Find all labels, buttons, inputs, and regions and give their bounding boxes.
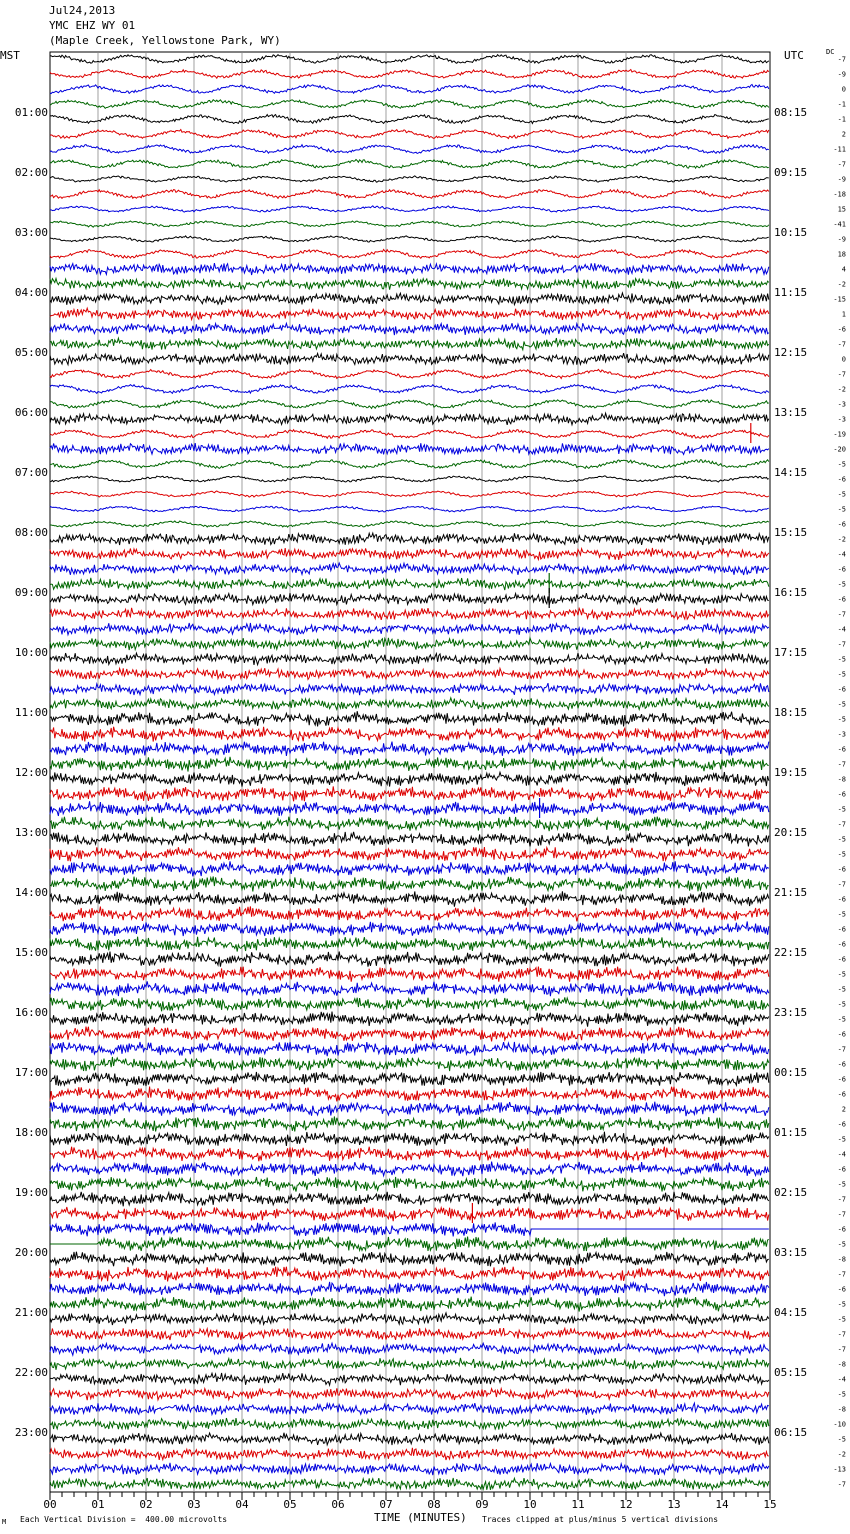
seismic-trace: [50, 623, 769, 635]
left-hour-label: 01:00: [14, 106, 48, 119]
seismic-trace: [50, 1222, 769, 1236]
station-code: YMC EHZ WY 01: [49, 19, 136, 32]
right-hour-label: 21:15: [774, 886, 808, 899]
dc-offset-label: -5: [837, 715, 846, 724]
dc-offset-label: -20: [833, 445, 846, 454]
right-hour-label: 10:15: [774, 226, 808, 239]
dc-offset-label: -5: [837, 1390, 846, 1399]
right-hour-label: 00:15: [774, 1066, 808, 1079]
dc-offset-label: -5: [837, 1300, 846, 1309]
seismic-trace: [50, 1147, 769, 1162]
scale-note: Each Vertical Division = 400.00 microvolts: [20, 1515, 228, 1524]
right-hour-label: 22:15: [774, 946, 808, 959]
dc-offset-label: -6: [837, 325, 846, 334]
seismic-trace: [50, 160, 769, 169]
left-hour-label: 14:00: [14, 886, 48, 899]
dc-offset-label: -7: [837, 820, 846, 829]
seismic-trace: [50, 1192, 769, 1207]
dc-offset-label: -5: [837, 1000, 846, 1009]
x-tick-label: 09: [475, 1498, 489, 1511]
dc-offset-label: -18: [833, 190, 846, 199]
seismic-trace: [50, 981, 769, 996]
seismic-trace: [50, 906, 769, 921]
dc-offset-label: -5: [837, 580, 846, 589]
dc-offset-label: -7: [837, 640, 846, 649]
dc-offset-label: -13: [833, 1465, 846, 1474]
seismic-trace: [50, 1027, 769, 1042]
seismic-trace: [50, 1057, 769, 1071]
dc-offset-label: -5: [837, 985, 846, 994]
seismic-trace: [50, 952, 769, 967]
x-tick-label: 14: [715, 1498, 729, 1511]
left-hour-label: 21:00: [14, 1306, 48, 1319]
dc-offset-label: -10: [833, 1420, 846, 1429]
seismic-trace: [50, 653, 769, 665]
seismic-trace: [50, 1087, 769, 1102]
seismic-trace: [50, 1358, 769, 1370]
dc-offset-label: -6: [837, 1285, 846, 1294]
right-hour-label: 09:15: [774, 166, 808, 179]
seismic-trace: [50, 263, 769, 275]
dc-offset-label: -5: [837, 700, 846, 709]
dc-offset-label: -6: [837, 940, 846, 949]
left-hour-label: 07:00: [14, 466, 48, 479]
dc-offset-label: 18: [837, 250, 846, 259]
x-tick-label: 08: [427, 1498, 441, 1511]
dc-header-label: DC: [826, 48, 835, 56]
seismic-trace: [50, 1237, 769, 1252]
seismic-trace: [50, 578, 769, 590]
right-hour-label: 17:15: [774, 646, 808, 659]
x-tick-label: 04: [235, 1498, 249, 1511]
seismic-trace: [50, 476, 769, 482]
dc-offset-label: -8: [837, 1255, 846, 1264]
seismic-trace: [50, 1313, 769, 1325]
dc-offset-label: -5: [837, 1240, 846, 1249]
dc-offset-label: -4: [837, 1375, 846, 1384]
dc-offset-label: 4: [841, 265, 846, 274]
dc-offset-label: -9: [837, 235, 846, 244]
left-hour-label: 09:00: [14, 586, 48, 599]
seismic-trace: [50, 338, 769, 350]
left-hour-label: 18:00: [14, 1126, 48, 1139]
dc-offset-label: -7: [837, 610, 846, 619]
seismic-trace: [50, 1042, 769, 1056]
dc-offset-label: -6: [837, 1225, 846, 1234]
dc-offset-label: -7: [837, 160, 846, 169]
dc-offset-label: -11: [833, 145, 846, 154]
seismic-trace: [50, 1177, 769, 1192]
dc-offset-label: 1: [841, 310, 846, 319]
plot-date: Jul24,2013: [49, 4, 116, 17]
dc-offset-label: -2: [837, 385, 846, 394]
corner-mark: M: [2, 1518, 7, 1526]
dc-offset-label: -2: [837, 1450, 846, 1459]
dc-offset-label: -6: [837, 1090, 846, 1099]
right-hour-label: 13:15: [774, 406, 808, 419]
seismic-trace: [50, 847, 769, 861]
seismic-trace: [50, 293, 769, 305]
dc-offset-label: -5: [837, 505, 846, 514]
seismic-trace: [50, 1207, 769, 1221]
seismic-trace: [50, 861, 769, 876]
left-hour-label: 10:00: [14, 646, 48, 659]
dc-offset-label: -5: [837, 460, 846, 469]
dc-offset-label: -6: [837, 1030, 846, 1039]
seismic-trace: [50, 70, 769, 79]
seismic-trace: [50, 937, 769, 952]
dc-offset-label: -6: [837, 955, 846, 964]
dc-offset-label: -5: [837, 670, 846, 679]
right-hour-label: 02:15: [774, 1186, 808, 1199]
dc-offset-label: -4: [837, 550, 846, 559]
seismic-trace: [50, 176, 769, 182]
seismic-trace: [50, 1282, 769, 1296]
dc-offset-label: -1: [837, 100, 846, 109]
seismic-trace: [50, 1403, 769, 1415]
right-hour-label: 18:15: [774, 706, 808, 719]
dc-offset-label: -3: [837, 400, 846, 409]
dc-offset-label: -19: [833, 430, 846, 439]
dc-offset-label: -7: [837, 1330, 846, 1339]
dc-offset-label: -7: [837, 55, 846, 64]
left-hour-label: 17:00: [14, 1066, 48, 1079]
right-hour-label: 08:15: [774, 106, 808, 119]
dc-offset-label: 15: [837, 205, 846, 214]
x-tick-label: 01: [91, 1498, 105, 1511]
dc-offset-label: -5: [837, 910, 846, 919]
seismic-trace: [50, 698, 769, 710]
seismic-trace: [50, 817, 769, 831]
x-tick-label: 15: [763, 1498, 777, 1511]
right-hour-label: 11:15: [774, 286, 808, 299]
seismic-trace: [50, 353, 769, 365]
seismic-trace: [50, 757, 769, 772]
seismic-trace: [50, 145, 769, 154]
seismic-trace: [50, 1072, 769, 1086]
dc-offset-label: -3: [837, 730, 846, 739]
right-hour-label: 23:15: [774, 1006, 808, 1019]
seismic-trace: [50, 533, 769, 545]
dc-offset-label: 0: [841, 355, 846, 364]
right-hour-label: 20:15: [774, 826, 808, 839]
seismic-trace: [50, 593, 769, 605]
left-hour-label: 13:00: [14, 826, 48, 839]
left-hour-label: 20:00: [14, 1246, 48, 1259]
dc-offset-label: -8: [837, 1360, 846, 1369]
left-hour-label: 23:00: [14, 1426, 48, 1439]
seismic-trace: [50, 1297, 769, 1312]
dc-offset-label: -2: [837, 535, 846, 544]
dc-offset-label: -6: [837, 1060, 846, 1069]
right-hour-label: 03:15: [774, 1246, 808, 1259]
right-hour-label: 12:15: [774, 346, 808, 359]
seismic-trace: [50, 608, 769, 620]
seismic-trace: [50, 1012, 769, 1027]
dc-offset-label: -7: [837, 1045, 846, 1054]
clip-note: Traces clipped at plus/minus 5 vertical divisions: [482, 1515, 719, 1524]
dc-offset-label: -5: [837, 835, 846, 844]
right-hour-label: 06:15: [774, 1426, 808, 1439]
dc-offset-label: -5: [837, 490, 846, 499]
seismic-trace: [50, 638, 769, 650]
left-hour-label: 03:00: [14, 226, 48, 239]
left-hour-label: 08:00: [14, 526, 48, 539]
seismic-trace: [50, 1328, 769, 1340]
seismic-trace: [50, 506, 769, 512]
seismic-trace: [50, 430, 769, 439]
x-tick-label: 10: [523, 1498, 537, 1511]
seismic-trace: [50, 921, 769, 936]
right-hour-label: 16:15: [774, 586, 808, 599]
seismic-trace: [50, 711, 769, 726]
seismic-trace: [50, 1343, 769, 1355]
dc-offset-label: -6: [837, 790, 846, 799]
dc-offset-label: -8: [837, 1405, 846, 1414]
seismic-trace: [50, 1252, 769, 1267]
dc-offset-label: -5: [837, 1180, 846, 1189]
left-hour-label: 02:00: [14, 166, 48, 179]
seismic-trace: [50, 1267, 769, 1282]
dc-offset-label: -2: [837, 280, 846, 289]
left-hour-label: 22:00: [14, 1366, 48, 1379]
seismic-trace: [50, 323, 769, 335]
seismic-trace: [50, 563, 769, 575]
dc-offset-label: -9: [837, 175, 846, 184]
seismic-trace: [50, 84, 769, 93]
right-hour-label: 14:15: [774, 466, 808, 479]
seismic-trace: [50, 997, 769, 1011]
dc-offset-label: -5: [837, 1015, 846, 1024]
x-axis-label: TIME (MINUTES): [374, 1511, 467, 1524]
seismic-trace: [50, 1418, 769, 1430]
seismic-trace: [50, 55, 769, 64]
dc-offset-label: -4: [837, 1150, 846, 1159]
left-hour-label: 11:00: [14, 706, 48, 719]
dc-offset-label: -7: [837, 370, 846, 379]
seismic-trace: [50, 1132, 769, 1146]
left-hour-label: 12:00: [14, 766, 48, 779]
seismic-trace: [50, 832, 769, 847]
left-hour-label: 16:00: [14, 1006, 48, 1019]
dc-offset-label: 2: [841, 130, 846, 139]
plot-frame: [50, 52, 770, 1492]
seismic-trace: [50, 548, 769, 560]
right-timezone-label: UTC: [784, 49, 804, 62]
dc-offset-label: -7: [837, 1195, 846, 1204]
seismic-trace: [50, 369, 769, 378]
station-location: (Maple Creek, Yellowstone Park, WY): [49, 34, 281, 47]
x-tick-label: 11: [571, 1498, 585, 1511]
right-hour-label: 01:15: [774, 1126, 808, 1139]
seismic-trace: [50, 1388, 769, 1400]
x-tick-label: 06: [331, 1498, 345, 1511]
seismic-trace: [50, 1116, 769, 1131]
seismic-trace: [50, 278, 769, 289]
dc-offset-label: 0: [841, 85, 846, 94]
left-hour-label: 05:00: [14, 346, 48, 359]
seismic-trace: [50, 1448, 769, 1460]
seismic-trace: [50, 190, 769, 199]
seismic-trace: [50, 521, 769, 527]
seismic-trace: [50, 221, 769, 227]
seismic-trace: [50, 742, 769, 756]
seismic-trace: [50, 786, 769, 801]
dc-offset-label: -41: [833, 220, 846, 229]
dc-offset-label: -6: [837, 595, 846, 604]
x-tick-label: 00: [43, 1498, 57, 1511]
dc-offset-label: -7: [837, 880, 846, 889]
dc-offset-label: -7: [837, 760, 846, 769]
seismic-trace: [50, 130, 769, 139]
seismic-trace: [50, 668, 769, 680]
seismic-trace: [50, 1478, 769, 1490]
seismic-trace: [50, 385, 769, 394]
dc-offset-label: -6: [837, 1075, 846, 1084]
dc-offset-label: -7: [837, 1270, 846, 1279]
seismic-trace: [50, 772, 769, 787]
left-hour-label: 15:00: [14, 946, 48, 959]
dc-offset-label: 2: [841, 1105, 846, 1114]
right-hour-label: 15:15: [774, 526, 808, 539]
seismic-trace: [50, 891, 769, 906]
right-hour-label: 04:15: [774, 1306, 808, 1319]
dc-offset-label: -5: [837, 655, 846, 664]
x-tick-label: 12: [619, 1498, 633, 1511]
seismic-trace: [50, 1373, 769, 1385]
dc-offset-label: -6: [837, 565, 846, 574]
seismic-trace: [50, 236, 769, 242]
seismic-trace: [50, 801, 769, 816]
dc-offset-label: -6: [837, 685, 846, 694]
seismic-trace: [50, 206, 769, 212]
dc-offset-label: -7: [837, 1345, 846, 1354]
dc-offset-label: -6: [837, 865, 846, 874]
seismic-trace: [50, 1102, 769, 1116]
dc-offset-label: -6: [837, 520, 846, 529]
dc-offset-label: -5: [837, 850, 846, 859]
dc-offset-label: -1: [837, 115, 846, 124]
dc-offset-label: -6: [837, 895, 846, 904]
dc-offset-label: -5: [837, 1315, 846, 1324]
seismic-trace: [50, 491, 769, 497]
dc-offset-label: -4: [837, 625, 846, 634]
seismic-trace: [50, 100, 769, 109]
right-hour-label: 05:15: [774, 1366, 808, 1379]
x-tick-label: 13: [667, 1498, 681, 1511]
left-hour-label: 06:00: [14, 406, 48, 419]
dc-offset-label: -8: [837, 775, 846, 784]
dc-offset-label: -6: [837, 475, 846, 484]
left-timezone-label: MST: [0, 49, 20, 62]
dc-offset-label: -9: [837, 70, 846, 79]
left-hour-label: 04:00: [14, 286, 48, 299]
dc-offset-label: -5: [837, 805, 846, 814]
dc-offset-label: -3: [837, 415, 846, 424]
seismic-trace: [50, 876, 769, 891]
seismic-trace: [50, 683, 769, 695]
seismic-trace: [50, 443, 769, 454]
left-hour-label: 19:00: [14, 1186, 48, 1199]
right-hour-label: 19:15: [774, 766, 808, 779]
seismic-trace: [50, 249, 769, 258]
dc-offset-label: -5: [837, 1135, 846, 1144]
dc-offset-label: -6: [837, 1165, 846, 1174]
seismic-trace: [50, 400, 769, 409]
dc-offset-label: -15: [833, 295, 846, 304]
seismic-trace: [50, 1162, 769, 1177]
dc-offset-label: -6: [837, 1120, 846, 1129]
seismic-trace: [50, 727, 769, 742]
dc-offset-label: -5: [837, 970, 846, 979]
dc-offset-label: -7: [837, 1210, 846, 1219]
dc-offset-label: -7: [837, 1480, 846, 1489]
dc-offset-label: -5: [837, 1435, 846, 1444]
x-tick-label: 05: [283, 1498, 297, 1511]
seismic-trace: [50, 460, 769, 469]
x-tick-label: 03: [187, 1498, 201, 1511]
dc-offset-label: -6: [837, 925, 846, 934]
dc-offset-label: -7: [837, 340, 846, 349]
seismic-trace: [50, 1463, 769, 1475]
x-tick-label: 02: [139, 1498, 153, 1511]
seismic-trace: [50, 1433, 769, 1445]
seismic-trace: [50, 115, 769, 124]
x-tick-label: 07: [379, 1498, 393, 1511]
dc-offset-label: -6: [837, 745, 846, 754]
seismic-trace: [50, 308, 769, 320]
seismic-trace: [50, 413, 769, 425]
seismic-trace: [50, 967, 769, 982]
